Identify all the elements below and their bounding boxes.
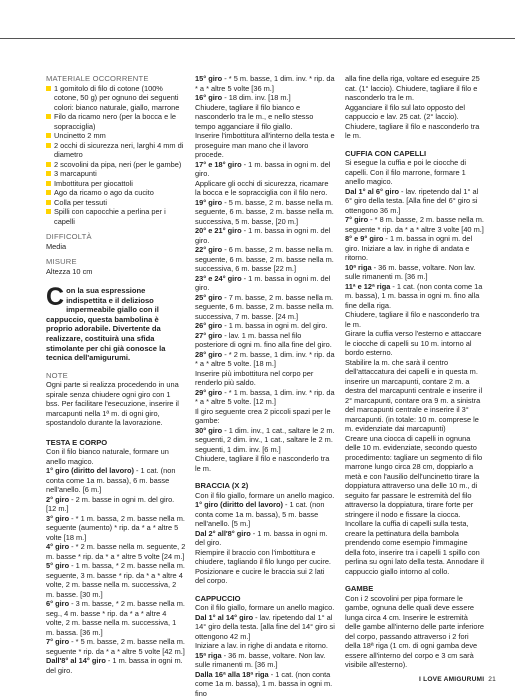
footer-brand: I LOVE AMIGURUMI: [419, 676, 485, 683]
round-label: Dalla 16ª alla 18ª riga: [195, 669, 269, 679]
material-text: 2 scovolini da pipa, neri (per le gambe): [54, 159, 182, 169]
instruction-step: [195, 198, 335, 227]
material-item: [46, 169, 186, 179]
bullet-square-icon: [46, 133, 51, 138]
round-label: 15° giro: [195, 74, 223, 83]
step-text: - * 2 m. basse nella m. seguente, 2 m. basse * rip. da * a * altre 5 volte [24 m.]: [46, 542, 186, 561]
round-label: 7° giro: [345, 215, 369, 224]
instruction-step: [195, 245, 335, 274]
bullet-square-icon: [46, 200, 51, 205]
instruction-step: [195, 274, 335, 293]
difficulty-heading: DIFFICOLTÀ: [46, 232, 92, 241]
instruction-step: [46, 466, 186, 495]
top-rule: [0, 38, 515, 39]
step-text: - * 1 m. bassa, 1 dim. inv. * rip. da * a * altre 5 volte. [12 m.]: [195, 387, 335, 406]
notes-heading: NOTE: [46, 370, 68, 380]
round-label: 4° giro: [46, 542, 70, 552]
step-text: - * 1 m. bassa, 2 m. basse nella m. seguente (aumento) * rip. da * a * altre 5 volte [18 m.]: [46, 513, 185, 542]
step-text: Chiudere, tagliare il filo e nasconderlo tra le m.: [345, 310, 480, 329]
bullet-square-icon: [46, 114, 51, 119]
step-text: Creare una ciocca di capelli in ognuna delle 10 m. evidenziate, secondo questo procedimento: tagliare un segmento di filo marrone lungo circa 28 cm, doppiarlo a metà e con l'ausilio dell'uncinetto tirare la doppiatura attraverso una delle 10 m., di seguito far passare le estremità del filo attraverso la doppiatura, tirare forte per stringere il nodo e fissare la ciocca.: [345, 433, 483, 519]
material-text: Imbottitura per giocattoli: [54, 178, 133, 188]
material-item: [46, 131, 186, 141]
material-text: Uncinetto 2 mm: [54, 131, 106, 140]
material-item: [46, 141, 186, 160]
material-text: 1 gomitolo di filo di cotone (100% cotone, 50 g) per ognuno dei seguenti colori: bianco naturale, giallo, marrone: [54, 83, 180, 112]
instruction-step: [345, 434, 485, 520]
step-text: - 5 m. basse, 2 m. basse nella m. seguente, 6 m. basse, 2 m. basse nella m. successiva, 5 m. basse, [20 m.]: [195, 197, 334, 226]
drop-cap: C: [46, 283, 65, 311]
round-label: 6° giro: [46, 599, 70, 609]
size-value: Altezza 10 cm: [46, 266, 93, 276]
bullet-square-icon: [46, 171, 51, 176]
step-text: - 1 m. bassa, * 2 m. basse nella m. seguente, 3 m. basse * rip. da * a * altre 4 volte, 2 m. basse nella m. successiva, 2 m. basse. [30 m.]: [46, 561, 185, 599]
instruction-step: [195, 500, 335, 529]
head-body-steps: [46, 447, 186, 675]
instruction-step: [345, 158, 485, 187]
step-text: Chiudere, tagliare il filo e nasconderlo tra le m.: [195, 454, 330, 473]
round-label: 1° giro (diritto del lavoro): [195, 500, 283, 509]
arms-steps: [195, 491, 335, 586]
step-text: - lav. ripetendo dal 1° al 14° giro della testa. [alla fine del 14° giro si ottengono 42 m.]: [195, 612, 335, 641]
instruction-step: [46, 656, 186, 675]
instruction-step: [195, 160, 335, 179]
instruction-step: [195, 641, 335, 651]
round-label: 28° giro: [195, 349, 223, 359]
legs-heading: GAMBE: [345, 584, 374, 593]
column-3: [345, 74, 485, 670]
instruction-step: [46, 542, 186, 561]
instruction-step: [345, 263, 485, 282]
hood-steps: [195, 603, 335, 698]
instruction-step: [195, 407, 335, 426]
step-text: Si esegue la cuffia e poi le ciocche di capelli. Con il filo marrone, formare 1 anello magico.: [345, 158, 467, 186]
step-text: - 1 m. bassa in ogni m. del giro.: [195, 226, 331, 245]
step-text: - 1 m. bassa in ogni m. del giro.: [46, 656, 183, 675]
material-text: Filo da ricamo nero (per la bocca e le sopracciglia): [54, 112, 177, 131]
step-text: Il giro seguente crea 2 piccoli spazi per le gambe:: [195, 406, 331, 425]
round-label: 26° giro: [195, 321, 223, 330]
bullet-square-icon: [46, 86, 51, 91]
round-label: 10ª riga: [345, 262, 372, 272]
instruction-step: [195, 670, 335, 699]
difficulty-value: Media: [46, 241, 67, 251]
instruction-step: [195, 131, 335, 160]
round-label: 23° e 24° giro: [195, 273, 242, 283]
hood-heading: CAPPUCCIO: [195, 593, 241, 603]
head-body-heading: TESTA E CORPO: [46, 437, 108, 447]
instruction-step: [345, 187, 485, 216]
instruction-step: [46, 447, 186, 466]
bullet-square-icon: [46, 190, 51, 195]
step-text: - * 8 m. basse, 2 m. basse nella m. seguente * rip. da * a * altre 3 volte [40 m.]: [345, 215, 484, 234]
round-label: 11ª e 12ª riga: [345, 281, 391, 291]
instruction-step: [46, 599, 186, 637]
round-label: 27° giro: [195, 330, 223, 340]
materials-heading: MATERIALE OCCORRENTE: [46, 74, 149, 83]
bullet-square-icon: [46, 143, 51, 148]
round-label: 16° giro: [195, 93, 223, 102]
round-label: 19° giro: [195, 197, 223, 207]
notes-text: Ogni parte si realizza procedendo in una spirale senza chiudere ogni giro con 1 bss. Per facilitare l'esecuzione, inserire il marcapunti nella 1ª m. di ogni giro, spostandolo durante la lavorazione.: [46, 380, 179, 428]
step-text: - 2 m. basse in ogni m. del giro. [12 m.]: [46, 494, 175, 514]
material-text: 2 occhi di sicurezza neri, larghi 4 mm di diametro: [54, 140, 184, 159]
intro-paragraph: [46, 283, 186, 363]
instruction-step: [345, 310, 485, 329]
bullet-square-icon: [46, 209, 51, 214]
round-label: 15ª riga: [195, 650, 222, 660]
instruction-step: [195, 331, 335, 350]
instruction-step: [195, 103, 335, 132]
step-text: Inserire l'imbottitura all'interno della testa e proseguire man mano che il lavoro procede.: [195, 131, 335, 159]
column-1: [46, 74, 186, 675]
round-label: 30° giro: [195, 425, 223, 435]
round-label: Dal 2° all'8° giro: [195, 528, 251, 538]
round-label: 22° giro: [195, 245, 223, 254]
step-text: Stabilire la m. che sarà il centro dell'attaccatura dei capelli e in questa m. inserire un marcapunti, contare 2 m. a destra del marcapunti centrale e inserire il 2° marcapunti, contare ora 9 m. a sinistra del marcapunti centrale e inserire il 3° marcapunti. (in totale: 10 m. comprese le m. evidenziate dai marcapunti): [345, 357, 483, 433]
instruction-step: [195, 548, 335, 586]
instruction-step: [345, 329, 485, 358]
round-label: 8° e 9° giro: [345, 234, 384, 243]
step-text: - 1 cat. (non conta come 1a m. bassa), 5 m. basse nell'anello. [5 m.]: [195, 500, 325, 528]
round-label: 25° giro: [195, 292, 223, 302]
step-text: - 1 m. bassa in ogni m. del giro.: [195, 159, 331, 178]
material-item: [46, 198, 186, 208]
round-label: 29° giro: [195, 387, 223, 397]
intro-text: on la sua espressione indispettita e il delizioso impermeabile giallo con il cappuccio, questa bambolina è proprio adorabile. Divertente da realizzare, costituirà una sfida stimolante per chi già conosce la tecnica dell'amigurumi.: [46, 286, 166, 363]
step-text: - 36 m. basse, voltare. Non lav. sulle rimanenti m. [36 m.]: [345, 262, 476, 281]
material-item: [46, 160, 186, 170]
step-text: Chiudere, tagliare il filo bianco e nasconderlo tra le m., e nello stesso tempo agganciare il filo giallo.: [195, 102, 314, 131]
step-text: - 1 m. bassa in ogni m. del giro. Iniziare a lav. in righe di andata e ritorno.: [345, 234, 473, 262]
step-text: - 7 m. basse, 2 m. basse nella m. seguente, 6 m. basse, 2 m. basse nella m. successiva, 7 m. basse. [24 m.]: [195, 292, 334, 321]
instruction-step: [195, 369, 335, 388]
instruction-step: [345, 282, 485, 311]
material-item: [46, 188, 186, 198]
materials-list: [46, 84, 186, 227]
step-text: Iniziare a lav. in righe di andata e ritorno.: [195, 641, 328, 650]
round-label: 2° giro: [46, 494, 70, 504]
instruction-step: [195, 74, 335, 93]
step-text: - lav. 1 m. bassa nel filo posteriore di ogni m. fino alla fine del giro.: [195, 330, 332, 349]
instruction-step: [195, 179, 335, 198]
page-number: 21: [488, 676, 496, 683]
material-item: [46, 179, 186, 189]
step-text: - 3 m. basse, * 2 m. basse nella m. seg., 4 m. basse * rip. da * a * altre 4 volte, 2 m. basse nella m. successiva, 1 m. bassa. [36 m.]: [46, 599, 185, 637]
step-text: - 1 m. bassa in ogni m. del giro.: [195, 273, 331, 292]
bullet-square-icon: [46, 162, 51, 167]
instruction-step: [195, 603, 335, 613]
material-item: [46, 84, 186, 113]
instruction-step: [46, 495, 186, 514]
step-text: - 1 m. bassa in ogni m. del giro.: [222, 321, 328, 330]
step-text: - 1 dim. inv., 1 cat., saltare le 2 m. seguenti, 2 dim. inv., 1 cat., saltare le 2 m. seguenti, 1 dim. inv. [6 m.]: [195, 425, 335, 454]
step-text: Inserire più imbottitura nel corpo per renderlo più saldo.: [195, 368, 314, 387]
round-label: Dal 1° al 6° giro: [345, 186, 399, 196]
instruction-step: [345, 234, 485, 263]
round-label: Dal 1° al 14° giro: [195, 612, 254, 622]
step-text: - 1 cat. (non conta come 1a m. bassa), 6 m. basse nell'anello. [6 m.]: [46, 466, 176, 495]
column-2: [195, 74, 335, 698]
instruction-step: [195, 613, 335, 642]
round-label: 5° giro: [46, 561, 70, 571]
instruction-step: [195, 321, 335, 331]
step-text: - 1 m. bassa in ogni m. del giro.: [195, 528, 328, 547]
instruction-step: [195, 491, 335, 501]
instruction-step: [345, 358, 485, 434]
step-text: - 1 cat. (non conta come 1a m. bassa), 1 m. bassa in ogni m. fino alla fine della riga.: [345, 281, 483, 310]
instruction-step: [46, 514, 186, 543]
instruction-step: [345, 519, 485, 576]
material-text: 3 marcapunti: [54, 169, 97, 178]
step-text: - lav. ripetendo dal 1° al 6° giro della testa. [Alla fine del 6° giro si ottengono 36 m.]: [345, 186, 479, 215]
round-label: 1° giro (diritto del lavoro): [46, 466, 134, 476]
step-text: Applicare gli occhi di sicurezza, ricamare la bocca e le sopracciglia con il filo nero.: [195, 178, 329, 197]
instruction-step: [195, 426, 335, 455]
size-heading: MISURE: [46, 257, 77, 266]
material-text: Ago da ricamo o ago da cucito: [54, 188, 154, 197]
step-text: Con il filo giallo, formare un anello magico.: [195, 490, 335, 500]
round-label: 20° e 21° giro: [195, 226, 242, 235]
head-body-steps-cont: [195, 74, 335, 473]
round-label: Dall'8° al 14° giro: [46, 656, 106, 666]
instruction-step: [195, 93, 335, 103]
step-text: Incollare la cuffia di capelli sulla testa, creare la pettinatura della bambola prendendo come esempio l'immagine della foto, inserire tra i capelli 1 spillo con perlina su ogni lato della testa. Annodare il cappuccio giallo intorno al collo.: [345, 519, 484, 576]
instruction-step: [195, 529, 335, 548]
instruction-step: [345, 215, 485, 234]
instruction-step: [46, 561, 186, 599]
round-label: 3° giro: [46, 513, 70, 523]
instruction-step: [195, 388, 335, 407]
round-label: 7° giro: [46, 637, 70, 647]
material-item: [46, 112, 186, 131]
step-text: - 18 dim. inv. [18 m.]: [222, 93, 291, 102]
instruction-step: [46, 637, 186, 656]
hair-heading: CUFFIA CON CAPELLI: [345, 148, 427, 158]
bullet-square-icon: [46, 181, 51, 186]
step-text: - 36 m. basse, voltare. Non lav. sulle rimanenti m. [36 m.]: [195, 650, 326, 669]
step-text: - 1 cat. (non conta come 1a m. bassa), 1 m. bassa in ogni m. fino: [195, 669, 333, 698]
instruction-step: [195, 293, 335, 322]
step-text: Riempire il braccio con l'imbottitura e chiudere, tagliando il filo lungo per cucire. Posizionare e cucire le braccia sui 2 lati del corpo.: [195, 547, 331, 585]
instruction-step: [195, 651, 335, 670]
instruction-step: [195, 226, 335, 245]
material-item: [46, 207, 186, 226]
step-text: - * 5 m. basse, 1 dim. inv. * rip. da * a * altre 5 volte [36 m.]: [195, 74, 335, 93]
hood-steps-cont: alla fine della riga, voltare ed eseguire 25 cat. (1° laccio). Chiudere, tagliare il filo e nasconderlo tra le m. Agganciare il filo sul lato opposto del cappuccio e lav. 25 cat. (2° laccio). Chiudere, tagliare il filo e nasconderlo tra le m.: [345, 74, 480, 140]
hair-steps: [345, 158, 485, 576]
step-text: Con il filo giallo, formare un anello magico.: [195, 603, 335, 612]
step-text: Girare la cuffia verso l'esterno e attaccare le ciocche di capelli su 10 m. intorno al bordo esterno.: [345, 329, 482, 357]
step-text: - * 2 m. basse, 1 dim. inv. * rip. da * a * altre 5 volte. [18 m.]: [195, 349, 335, 368]
step-text: - * 5 m. basse, 2 m. basse nella m. seguente * rip. da * a * altre 5 volte [42 m.]: [46, 637, 185, 656]
arms-heading: BRACCIA (X 2): [195, 481, 249, 490]
step-text: - 6 m. basse, 2 m. basse nella m. seguente, 6 m. basse, 2 m. basse nella m. successiva, 6 m. basse [22 m.]: [195, 245, 334, 273]
step-text: Con il filo bianco naturale, formare un anello magico.: [46, 447, 169, 466]
material-text: Spilli con capocchie a perlina per i capelli: [54, 207, 166, 226]
round-label: 17° e 18° giro: [195, 159, 242, 169]
instruction-step: [195, 454, 335, 473]
material-text: Colla per tessuti: [54, 197, 107, 207]
legs-text: Con i 2 scovolini per pipa formare le gambe, ognuna delle quali deve essere lunga circa 4 cm. Inserire le estremità delle gambe all'interno delle parte inferiore del corpo, passando attraverso i 2 fori della 18ª riga (1 cm. di ogni gamba deve essere all'interno del corpo e 3 cm sarà visibile all'esterno).: [345, 593, 485, 669]
instruction-step: [195, 350, 335, 369]
page-footer: [419, 676, 496, 683]
